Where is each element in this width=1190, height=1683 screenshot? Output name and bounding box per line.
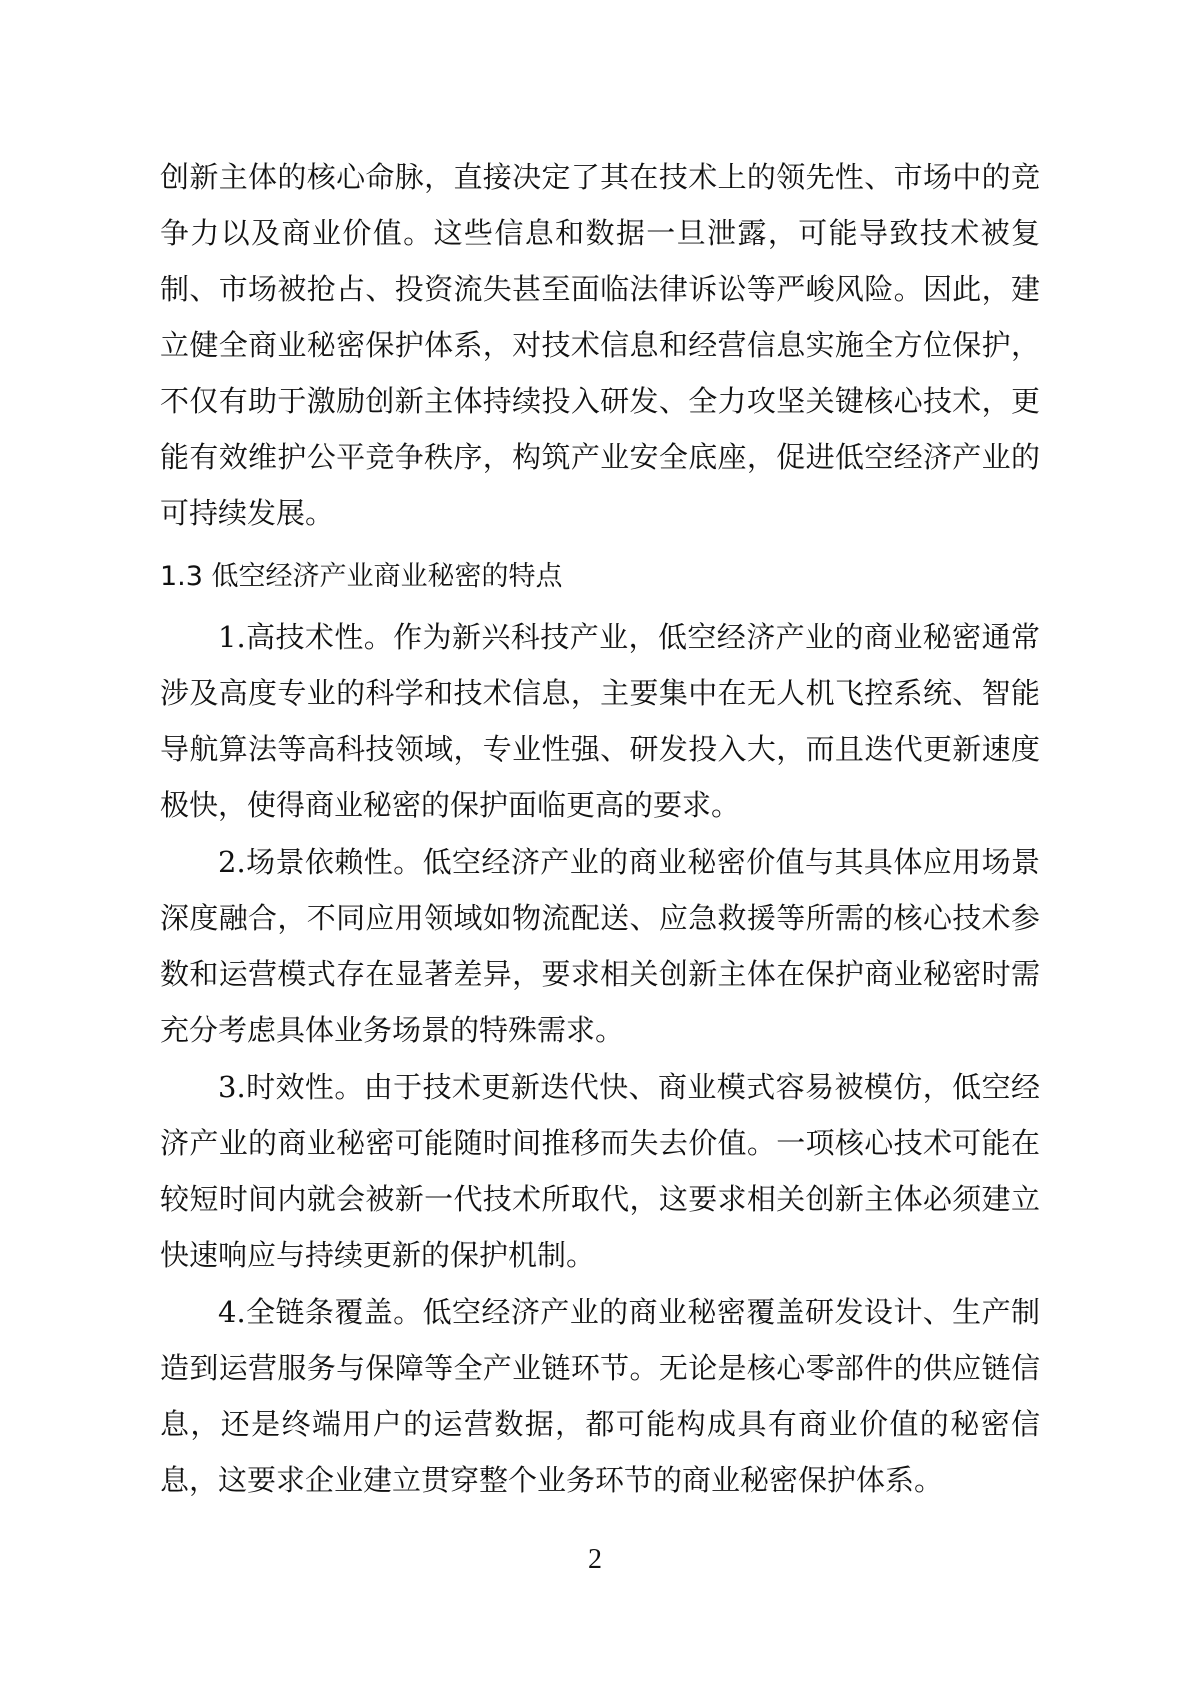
section-heading: 1.3 低空经济产业商业秘密的特点 (160, 561, 563, 592)
list-item-high-tech: 1.高技术性。作为新兴科技产业，低空经济产业的商业秘密通常涉及高度专业的科学和技术信息，主要集中在无人机飞控系统、智能导航算法等高科技领域，专业性强、研发投入大，而且迭代更新速度极快，使得商业秘密的保护面临更高的要求。 (160, 620, 1040, 822)
list-item-scenario-dependence: 2.场景依赖性。低空经济产业的商业秘密价值与其具体应用场景深度融合，不同应用领域如物流配送、应急救援等所需的核心技术参数和运营模式存在显著差异，要求相关创新主体在保护商业秘密时需充分考虑具体业务场景的特殊需求。 (160, 845, 1040, 1047)
page-number: 2 (588, 1544, 602, 1575)
feature-list (160, 609, 1040, 1509)
paragraph-continuation: 创新主体的核心命脉，直接决定了其在技术上的领先性、市场中的竞争力以及商业价值。这些信息和数据一旦泄露，可能导致技术被复制、市场被抢占、投资流失甚至面临法律诉讼等严峻风险。因此，建立健全商业秘密保护体系，对技术信息和经营信息实施全方位保护，不仅有助于激励创新主体持续投入研发、全力攻坚关键核心技术，更能有效维护公平竞争秩序，构筑产业安全底座，促进低空经济产业的可持续发展。 (160, 160, 1040, 530)
list-item-timeliness: 3.时效性。由于技术更新迭代快、商业模式容易被模仿，低空经济产业的商业秘密可能随时间推移而失去价值。一项核心技术可能在较短时间内就会被新一代技术所取代，这要求相关创新主体必须建立快速响应与持续更新的保护机制。 (160, 1070, 1040, 1272)
list-item-full-chain-coverage: 4.全链条覆盖。低空经济产业的商业秘密覆盖研发设计、生产制造到运营服务与保障等全产业链环节。无论是核心零部件的供应链信息，还是终端用户的运营数据，都可能构成具有商业价值的秘密信息，这要求企业建立贯穿整个业务环节的商业秘密保护体系。 (160, 1295, 1040, 1497)
